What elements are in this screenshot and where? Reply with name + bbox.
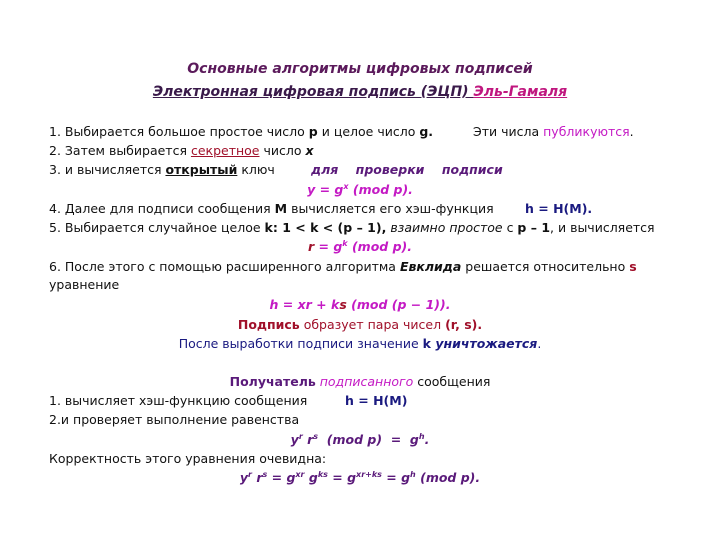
signature-line — [0, 317, 720, 332]
signature-text: образует пара чисел — [299, 317, 446, 332]
step6-equation-word: уравнение — [49, 277, 120, 292]
slide-title: Основные алгоритмы цифровых подписей — [187, 61, 533, 77]
step-3 — [49, 162, 275, 177]
signature-word: Подпись — [237, 317, 300, 332]
receiver-line — [0, 374, 720, 389]
step1-p: p — [308, 124, 318, 139]
receiver-text: сообщения — [413, 374, 491, 389]
formula-verify: $y^r$ $r^s$ (mod $p) = g^h$. — [290, 432, 430, 448]
step4-text-b: вычисляется его хэш-функция — [287, 201, 494, 216]
step1-publish: публикуются — [543, 124, 630, 139]
step1-text-c: Эти числа — [473, 124, 544, 139]
step3-text-b: ключ — [237, 162, 275, 177]
step2-text-a: 2. Затем выбирается — [49, 143, 191, 158]
recv-step-1: 1. вычисляет хэш-функцию сообщения — [49, 393, 308, 408]
signature-pair: (r, s). — [445, 317, 483, 332]
step5-text-a: 5. Выбирается случайное целое — [49, 220, 265, 235]
step3-purpose: для проверки подписи — [311, 162, 503, 177]
step3-text-a: 3. и вычисляется — [49, 162, 166, 177]
step5-text-d: , и вычисляется — [550, 220, 655, 235]
step1-g: g. — [419, 124, 434, 139]
slide-subtitle — [0, 84, 720, 100]
formula-y: $y = g^x$ (mod p). — [307, 182, 413, 198]
subtitle-name: Эль-Гамаля — [473, 84, 568, 100]
recv-step-2: 2.и проверяет выполнение равенства — [49, 412, 300, 427]
destroy-text-a: После выработки подписи значение — [178, 336, 423, 351]
step-1-publish — [473, 124, 634, 139]
step1-text-d: . — [629, 124, 634, 139]
step6-text-b: решается относительно — [461, 259, 630, 274]
step2-text-b: число — [259, 143, 306, 158]
step-2 — [49, 143, 314, 158]
step-1 — [49, 124, 433, 139]
subtitle-main: Электронная цифровая подпись (ЭЦП) — [152, 84, 474, 100]
step1-text-a: 1. Выбирается большое простое число — [49, 124, 309, 139]
destroy-text-c: . — [537, 336, 542, 351]
step5-text-c: с — [502, 220, 518, 235]
destroy-k: k — [422, 336, 431, 351]
step-4 — [49, 201, 494, 216]
step4-m: М — [274, 201, 288, 216]
destroy-line — [0, 336, 720, 351]
receiver-word: Получатель — [229, 374, 316, 389]
step4-text-a: 4. Далее для подписи сообщения — [49, 201, 275, 216]
step4-hash: h = H(M). — [525, 201, 593, 216]
step1-text-b: и целое число — [317, 124, 420, 139]
step2-x: x — [305, 143, 314, 158]
step-5 — [49, 220, 655, 235]
formula-proof: $y^r$ $r^s = g^{xr}$ $g^{ks} = g^{xr+ks} = g^h$ (mod p). — [239, 470, 481, 486]
step5-coprime: взаимно простое — [386, 220, 503, 235]
formula-r: $r = g^k$ (mod p). — [307, 239, 412, 255]
step6-text-a: 6. После этого с помощью расширенного алгоритма — [49, 259, 400, 274]
recv-hash: h = H(M) — [345, 393, 408, 408]
step6-s: s — [629, 259, 637, 274]
correctness-line: Корректность этого уравнения очевидна: — [49, 451, 327, 466]
step5-p1: p – 1 — [517, 220, 551, 235]
step5-k: k: 1 < k < (p – 1), — [264, 220, 387, 235]
step2-secret: секретное — [190, 143, 260, 158]
destroy-word: уничтожается — [430, 336, 538, 351]
formula-r-var: r — [307, 239, 315, 255]
receiver-signed: подписанного — [315, 374, 414, 389]
step3-open: открытый — [165, 162, 238, 177]
step-6 — [49, 259, 637, 274]
step6-euclid: Евклида — [399, 259, 462, 274]
formula-h: h = xr + ks (mod (p − 1)). — [269, 297, 451, 312]
